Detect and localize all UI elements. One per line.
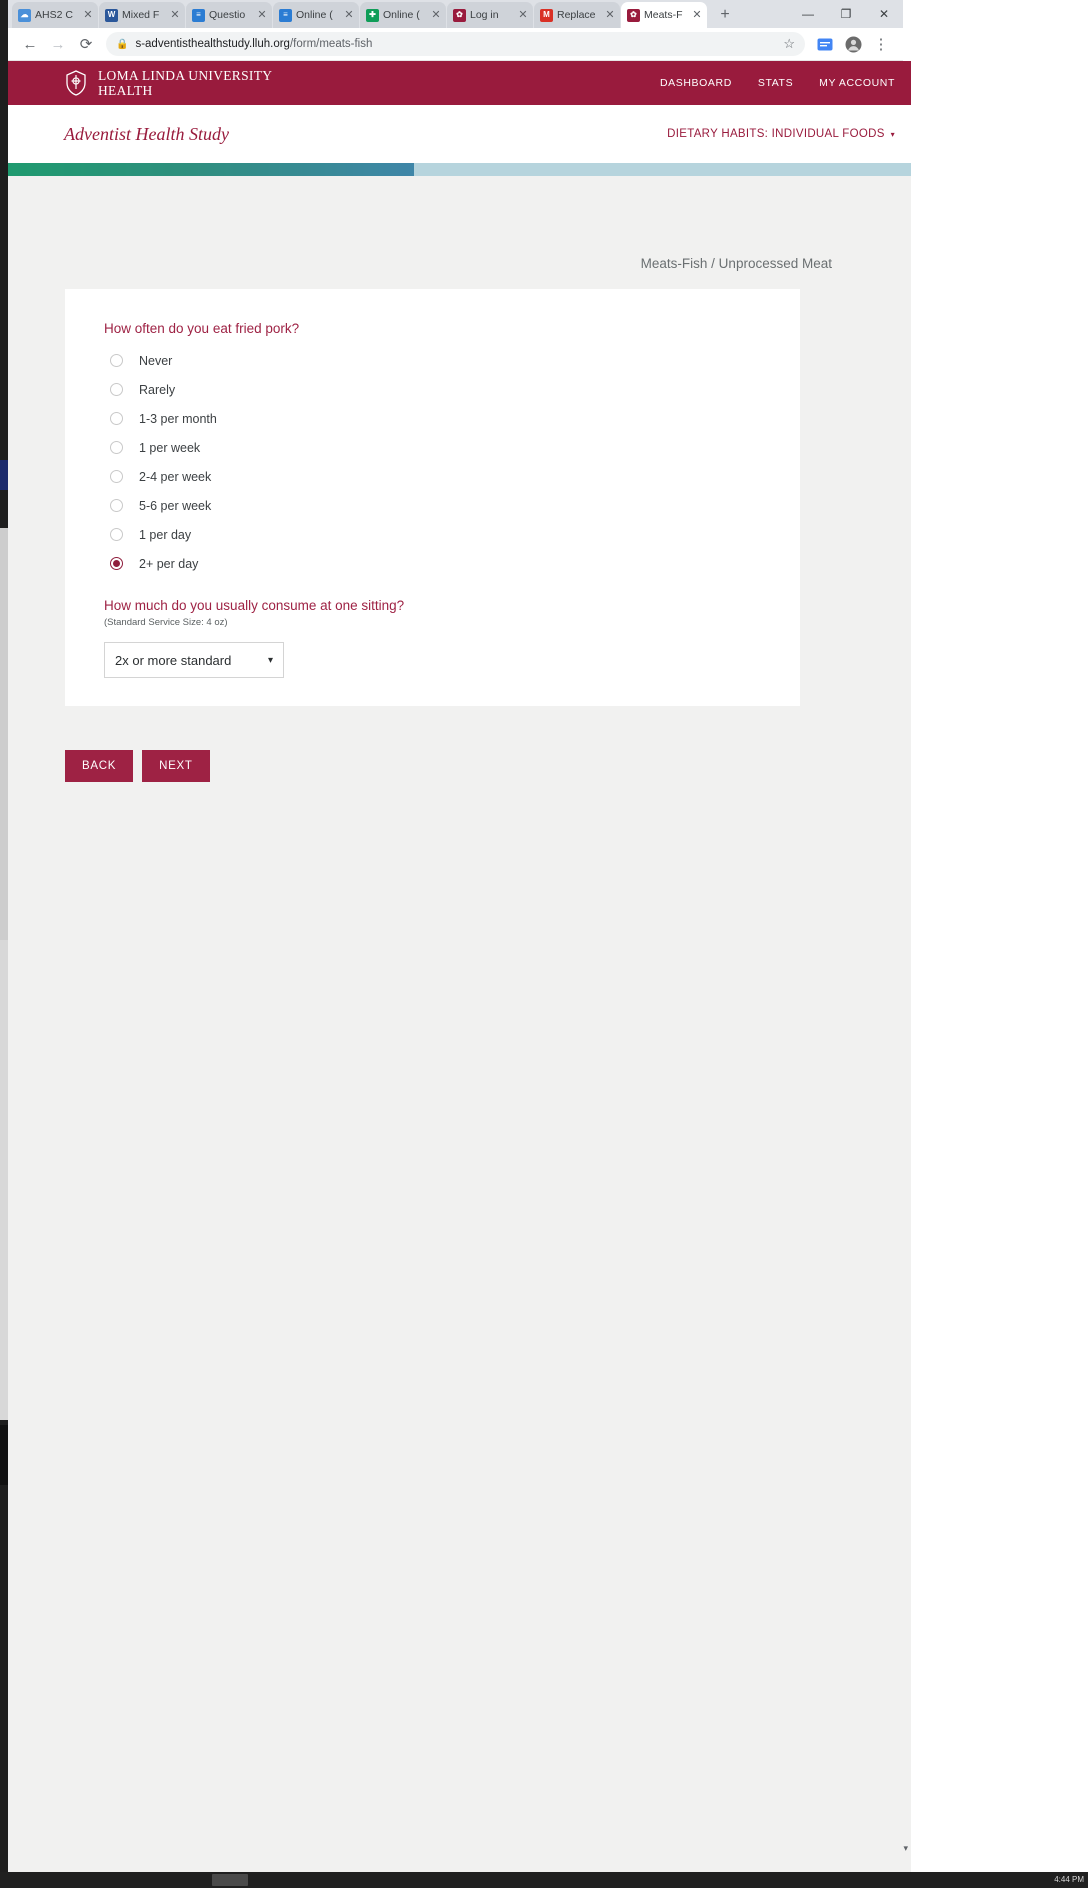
new-tab-button[interactable]: + [720, 6, 730, 23]
tab-title: Mixed F [122, 9, 160, 21]
page-content [8, 61, 911, 1888]
close-window-button[interactable]: ✕ [878, 7, 890, 21]
browser-tab[interactable] [273, 2, 359, 28]
tab-close-icon[interactable]: ✕ [605, 9, 615, 21]
browser-tab-active[interactable] [621, 2, 707, 28]
radio-option-1-per-day[interactable] [104, 520, 800, 549]
site-nav [660, 77, 895, 89]
tab-close-icon[interactable]: ✕ [83, 9, 93, 21]
tab-favicon-icon: ≡ [192, 9, 205, 22]
radio-option-2-plus-per-day[interactable] [104, 549, 800, 578]
radio-icon[interactable] [110, 412, 123, 425]
section-dropdown-label: DIETARY HABITS: INDIVIDUAL FOODS [667, 128, 885, 140]
study-sub-header [8, 105, 911, 163]
taskbar-item[interactable] [212, 1874, 248, 1886]
chevron-down-icon: ▾ [890, 129, 895, 139]
tab-close-icon[interactable]: ✕ [431, 9, 441, 21]
radio-label: 1 per week [139, 440, 201, 455]
desktop-window-sliver-grey-2 [0, 940, 8, 1420]
tab-title: Online ( [296, 9, 333, 21]
form-actions [65, 750, 911, 782]
radio-label: 1-3 per month [139, 411, 217, 426]
tab-favicon-icon: ✚ [366, 9, 379, 22]
brand-line-1: LOMA LINDA UNIVERSITY [98, 67, 273, 83]
radio-label: 1 per day [139, 527, 192, 542]
desktop-window-sliver-dark [0, 1425, 8, 1485]
question-2-title: How much do you usually consume at one sitting? [104, 598, 405, 613]
maximize-button[interactable]: ❐ [840, 7, 852, 21]
desktop-window-sliver-grey [0, 528, 8, 940]
radio-label: Never [139, 353, 173, 368]
tab-favicon-icon: ☁ [18, 9, 31, 22]
radio-label: 2-4 per week [139, 469, 212, 484]
section-dropdown[interactable] [667, 128, 895, 140]
amount-select-value: 2x or more standard [115, 652, 232, 668]
taskbar-clock: 4:44 PM [1054, 1875, 1084, 1884]
tab-title: Meats-F [644, 9, 683, 21]
taskbar [0, 1872, 1088, 1888]
radio-option-never[interactable] [104, 346, 800, 375]
bookmark-star-icon[interactable]: ☆ [783, 36, 795, 51]
nav-item-my-account[interactable]: MY ACCOUNT [819, 77, 895, 89]
browser-tab[interactable] [186, 2, 272, 28]
radio-option-rarely[interactable] [104, 375, 800, 404]
radio-option-5-6-per-week[interactable] [104, 491, 800, 520]
back-icon[interactable]: ← [22, 35, 38, 53]
chevron-down-icon: ▾ [267, 654, 273, 666]
tab-close-icon[interactable]: ✕ [692, 9, 702, 21]
tab-close-icon[interactable]: ✕ [518, 9, 528, 21]
radio-icon[interactable] [110, 470, 123, 483]
address-bar[interactable] [106, 32, 805, 56]
browser-window [8, 0, 908, 1888]
radio-icon[interactable] [110, 528, 123, 541]
browser-menu-icon[interactable]: ⋮ [873, 36, 889, 53]
radio-option-1-3-per-month[interactable] [104, 404, 800, 433]
desktop-left-edge [0, 0, 8, 1888]
radio-label: 5-6 per week [139, 498, 212, 513]
desktop-window-sliver-blue [0, 460, 8, 490]
desktop-right-edge [903, 0, 1088, 1888]
back-button[interactable]: BACK [65, 750, 133, 782]
brand-line-2: HEALTH [98, 83, 153, 98]
browser-tab[interactable] [12, 2, 98, 28]
tab-title: AHS2 C [35, 9, 73, 21]
message-extension-icon[interactable] [811, 30, 839, 58]
reload-icon[interactable]: ⟳ [79, 36, 93, 53]
radio-option-2-4-per-week[interactable] [104, 462, 800, 491]
amount-select[interactable] [104, 642, 284, 678]
radio-label: 2+ per day [139, 556, 199, 571]
browser-tab[interactable] [360, 2, 446, 28]
brand-logo-text [98, 68, 272, 98]
lock-icon: 🔒 [116, 38, 129, 50]
tab-favicon-icon: ✿ [453, 9, 466, 22]
profile-avatar-icon[interactable] [839, 30, 867, 58]
tab-favicon-icon: ≡ [279, 9, 292, 22]
study-title: Adventist Health Study [64, 123, 229, 144]
browser-tab[interactable] [447, 2, 533, 28]
tab-title: Log in [470, 9, 499, 21]
site-header [8, 61, 911, 105]
progress-bar [8, 163, 911, 176]
tab-title: Replace [557, 9, 596, 21]
tab-title: Questio [209, 9, 246, 21]
tab-title: Online ( [383, 9, 420, 21]
question-1-title: How often do you eat fried pork? [104, 321, 300, 336]
tab-close-icon[interactable]: ✕ [170, 9, 180, 21]
browser-tab[interactable] [534, 2, 620, 28]
tab-favicon-icon: W [105, 9, 118, 22]
browser-toolbar [8, 28, 903, 61]
tab-favicon-icon: ✿ [627, 9, 640, 22]
radio-icon-selected[interactable] [110, 557, 123, 570]
scroll-down-icon[interactable]: ▾ [903, 1843, 908, 1853]
university-shield-icon [64, 69, 88, 97]
radio-option-1-per-week[interactable] [104, 433, 800, 462]
question-card [65, 289, 800, 706]
radio-label: Rarely [139, 382, 176, 397]
browser-tabstrip [8, 0, 903, 28]
tab-close-icon[interactable]: ✕ [257, 9, 267, 21]
serving-size-note: (Standard Service Size: 4 oz) [104, 617, 228, 628]
tab-favicon-icon: M [540, 9, 553, 22]
url-path: /form/meats-fish [289, 38, 373, 50]
tab-close-icon[interactable]: ✕ [344, 9, 354, 21]
breadcrumb: Meats-Fish / Unprocessed Meat [640, 256, 832, 271]
window-controls [789, 0, 903, 28]
forward-icon[interactable]: → [50, 35, 66, 53]
radio-icon[interactable] [110, 441, 123, 454]
next-button[interactable]: NEXT [142, 750, 209, 782]
radio-icon[interactable] [110, 383, 123, 396]
progress-bar-fill [8, 163, 414, 176]
url-host: s-adventisthealthstudy.lluh.org [135, 38, 290, 50]
browser-tab[interactable] [99, 2, 185, 28]
radio-icon[interactable] [110, 354, 123, 367]
nav-item-dashboard[interactable]: DASHBOARD [659, 77, 732, 89]
nav-item-stats[interactable]: STATS [757, 77, 794, 89]
progress-bar-remainder [414, 163, 911, 176]
radio-icon[interactable] [110, 499, 123, 512]
minimize-button[interactable]: — [802, 7, 814, 21]
